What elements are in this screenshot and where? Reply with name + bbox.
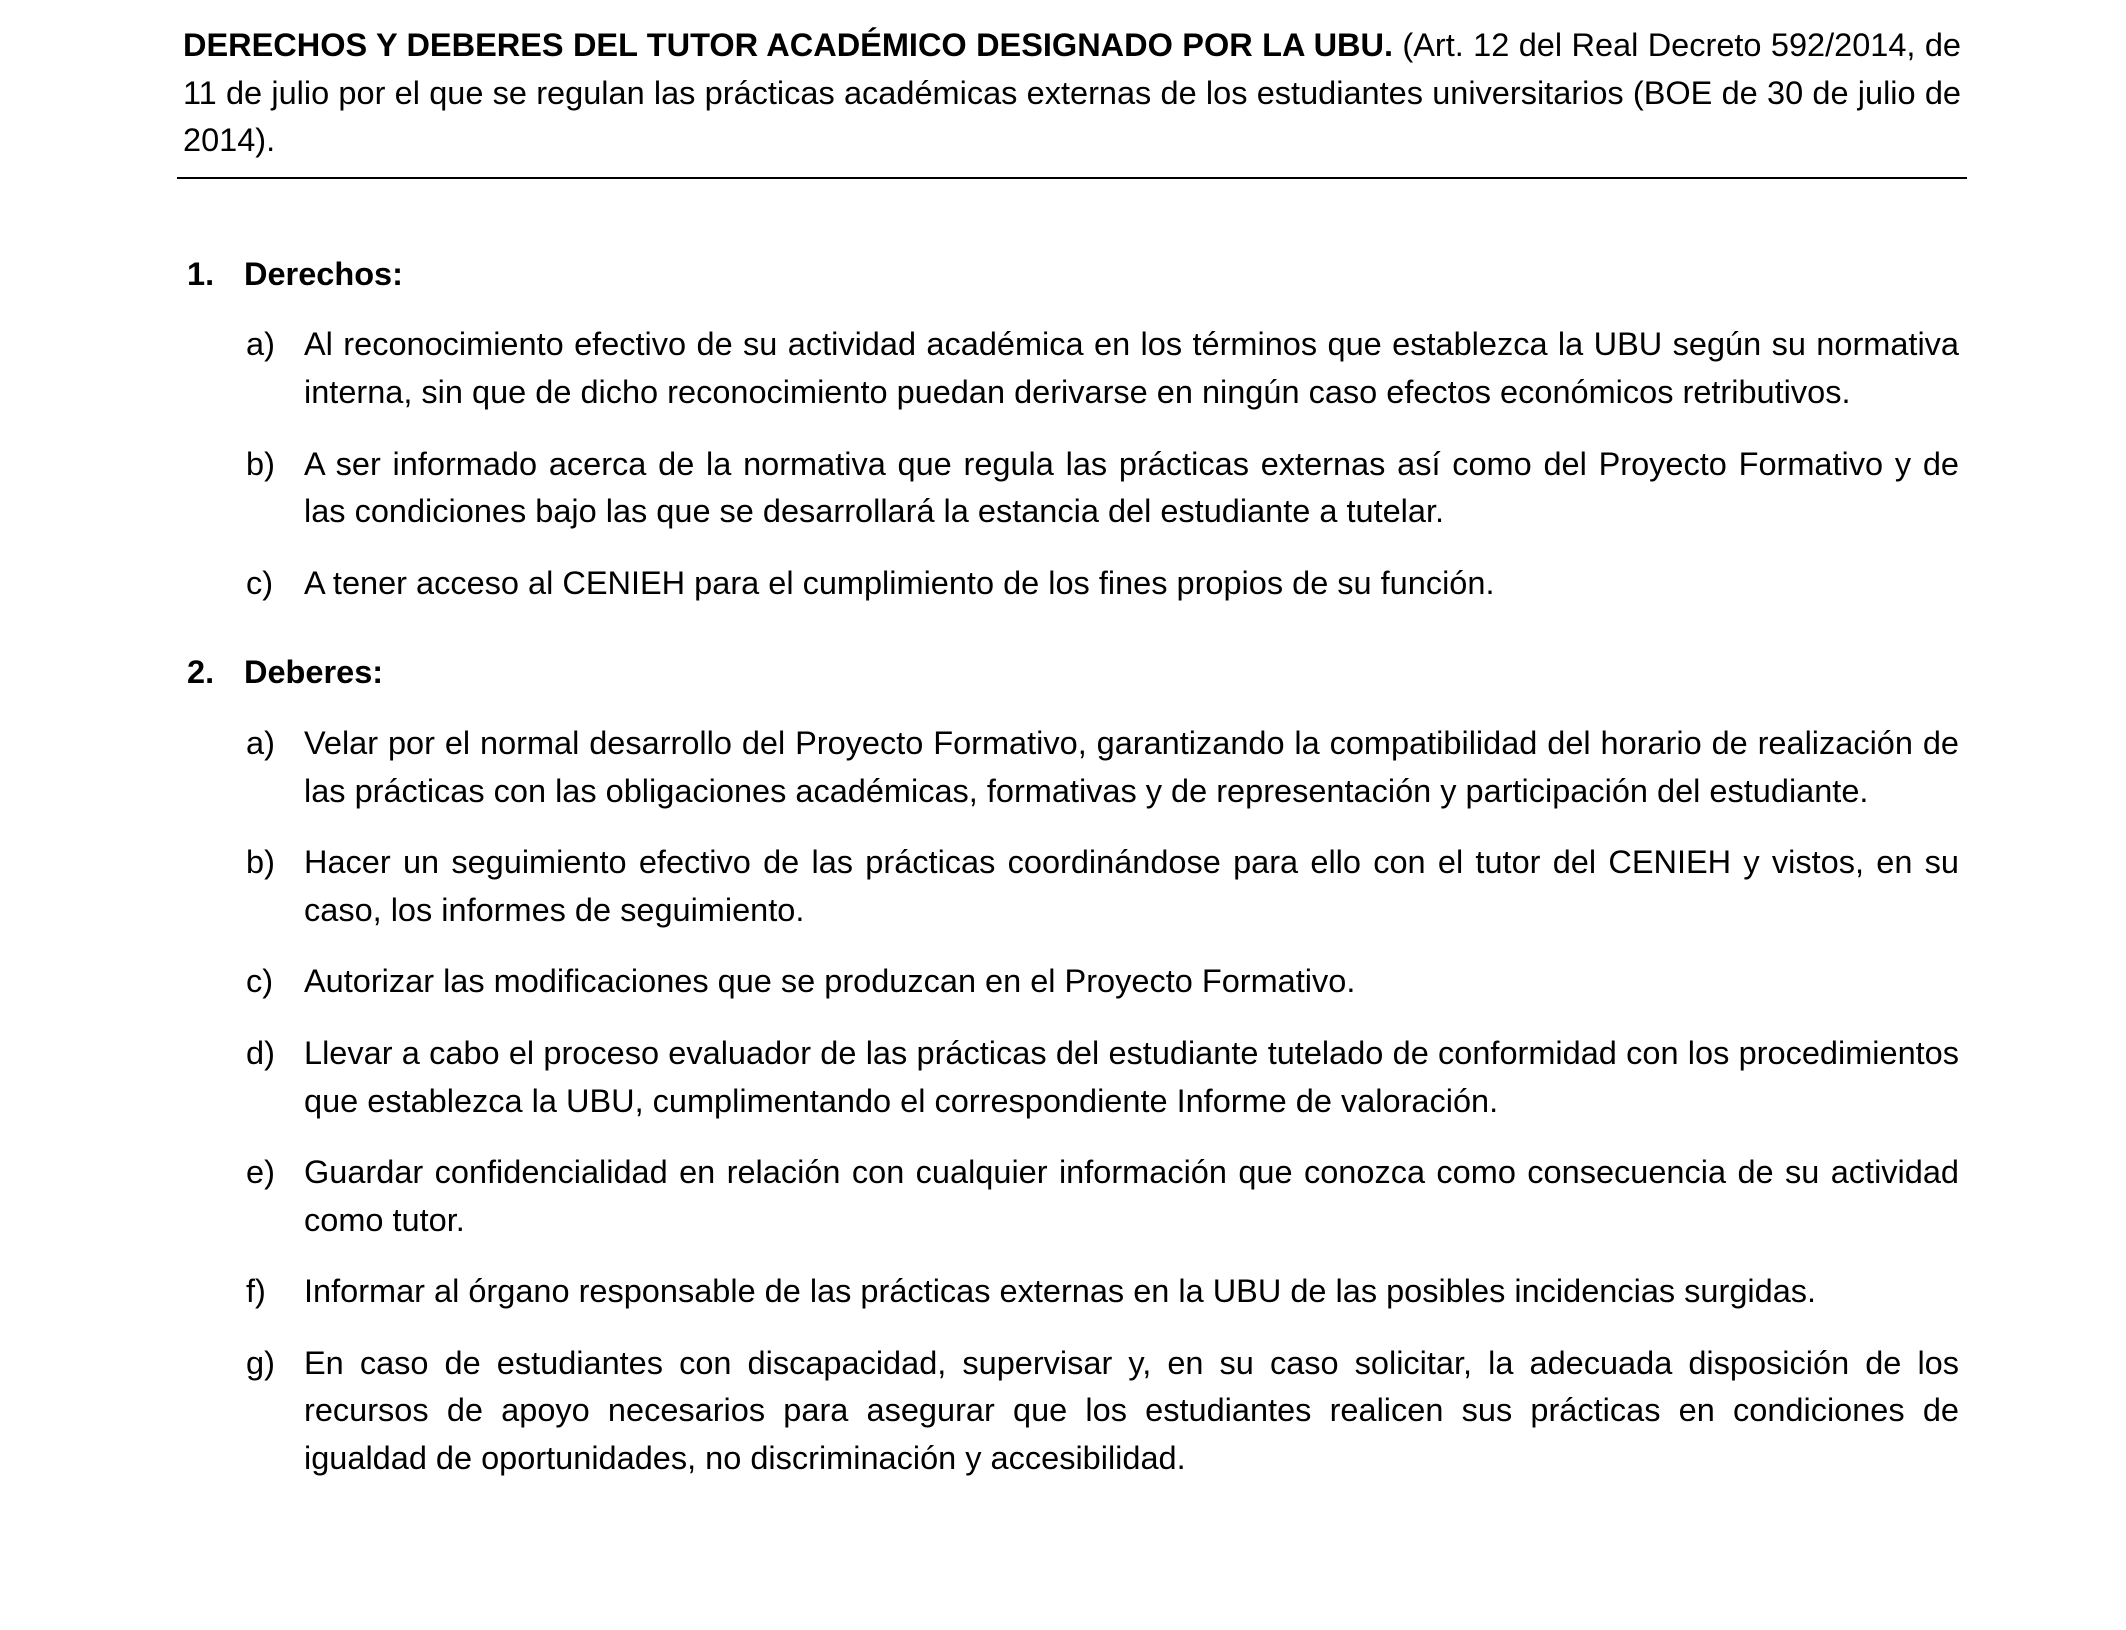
- item-letter: d): [246, 1034, 275, 1071]
- header-divider: [177, 177, 1967, 179]
- item-text: Informar al órgano responsable de las prácticas externas en la UBU de las posibles incidencias surgidas.: [304, 1273, 1817, 1310]
- document-title: DERECHOS Y DEBERES DEL TUTOR ACADÉMICO DESIGNADO POR LA UBU.: [183, 27, 1394, 63]
- list-item: [183, 321, 1965, 416]
- list-item: [183, 839, 1965, 934]
- item-letter: g): [246, 1344, 275, 1381]
- section-heading: [183, 649, 1965, 697]
- item-letter: b): [246, 844, 275, 881]
- item-letter: e): [246, 1154, 275, 1191]
- list-item: [183, 1340, 1965, 1483]
- list-item: [183, 560, 1965, 608]
- item-text: En caso de estudiantes con discapacidad, supervisar y, en su caso solicitar, la adecuada disposición de los recursos de apoyo necesarios para asegurar que los estudiantes realicen sus prácticas en condiciones de igualdad de oportunidades, no discriminación y accesibilidad.: [304, 1344, 1959, 1477]
- item-letter: c): [246, 564, 274, 601]
- document-page: [183, 22, 1965, 1507]
- section-deberes: [183, 649, 1965, 1482]
- list-item: [183, 720, 1965, 815]
- section-title: Derechos:: [244, 255, 403, 292]
- rights-list: [183, 321, 1965, 607]
- list-item: [183, 441, 1965, 536]
- item-letter: b): [246, 445, 275, 482]
- duties-list: [183, 720, 1965, 1483]
- item-letter: c): [246, 963, 274, 1000]
- legal-reference: (Art. 12 del Real Decreto 592/2014, de 11 de julio por el que se regulan las prácticas académicas externas de los estudiantes universitarios (BOE de 30 de julio de 2014).: [183, 27, 1961, 159]
- section-heading: [183, 251, 1965, 299]
- list-item: [183, 958, 1965, 1006]
- item-text: Al reconocimiento efectivo de su actividad académica en los términos que establezca la UBU según su normativa interna, sin que de dicho reconocimiento puedan derivarse en ningún caso efectos económicos retributivos.: [304, 326, 1959, 410]
- document-header: [183, 22, 1965, 165]
- item-text: Autorizar las modificaciones que se produzcan en el Proyecto Formativo.: [304, 963, 1356, 1000]
- item-letter: a): [246, 724, 275, 761]
- item-text: A ser informado acerca de la normativa que regula las prácticas externas así como del Proyecto Formativo y de las condiciones bajo las que se desarrollará la estancia del estudiante a tutelar.: [304, 445, 1959, 530]
- section-number: 2.: [187, 654, 215, 691]
- item-letter: a): [246, 326, 275, 363]
- list-item: [183, 1268, 1965, 1316]
- section-derechos: [183, 251, 1965, 608]
- item-letter: f): [246, 1273, 266, 1310]
- list-item: [183, 1149, 1965, 1244]
- item-text: A tener acceso al CENIEH para el cumplimiento de los fines propios de su función.: [304, 564, 1495, 601]
- item-text: Velar por el normal desarrollo del Proyecto Formativo, garantizando la compatibilidad del horario de realización de las prácticas con las obligaciones académicas, formativas y de representación y participación del estudiante.: [304, 724, 1959, 809]
- section-number: 1.: [187, 255, 215, 292]
- list-item: [183, 1030, 1965, 1125]
- section-title: Deberes:: [244, 654, 384, 691]
- item-text: Llevar a cabo el proceso evaluador de las prácticas del estudiante tutelado de conformidad con los procedimientos que establezca la UBU, cumplimentando el correspondiente Informe de valoración.: [304, 1034, 1959, 1119]
- item-text: Guardar confidencialidad en relación con cualquier información que conozca como consecuencia de su actividad como tutor.: [304, 1154, 1959, 1238]
- item-text: Hacer un seguimiento efectivo de las prácticas coordinándose para ello con el tutor del CENIEH y vistos, en su caso, los informes de seguimiento.: [304, 844, 1959, 928]
